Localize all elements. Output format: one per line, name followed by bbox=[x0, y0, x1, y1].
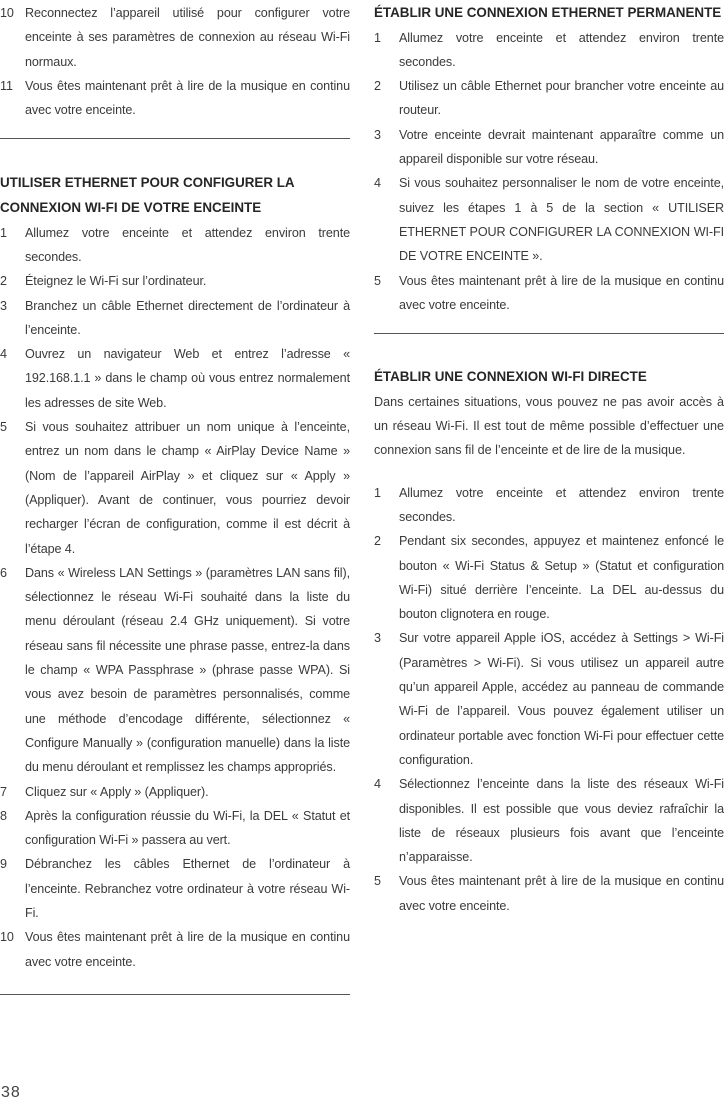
list-item bbox=[0, 925, 350, 974]
list-item bbox=[374, 529, 724, 626]
step-text: Si vous souhaitez attribuer un nom unique à l’enceinte, entrez un nom dans le champ « AirPlay Device Name » (Nom de l’appareil AirPlay » et cliquez sur « Apply » (Appliquer). Avant de continuer, vous pourriez devoir recharger l’écran de configuration, comme il est décrit à l’étape 4. bbox=[25, 420, 350, 556]
step-text: Débranchez les câbles Ethernet de l’ordinateur à l’enceinte. Rebranchez votre ordinateur à votre réseau Wi-Fi. bbox=[25, 857, 350, 920]
list-item bbox=[0, 415, 350, 561]
steps-list bbox=[0, 221, 350, 974]
step-text: Après la configuration réussie du Wi-Fi, la DEL « Statut et configuration Wi-Fi » passera au vert. bbox=[25, 808, 350, 848]
step-text: Allumez votre enceinte et attendez environ trente secondes. bbox=[25, 225, 350, 264]
step-text: Sur votre appareil Apple iOS, accédez à Settings > Wi-Fi (Paramètres > Wi-Fi). Si vous utilisez un appareil autre qu’un appareil Apple, accédez au panneau de commande Wi-Fi de l’appareil. Vous pouvez également utiliser un ordinateur portable avec fonction Wi-Fi pour effectuer cette configuration. bbox=[399, 631, 724, 767]
section-heading bbox=[0, 171, 350, 220]
list-item bbox=[374, 869, 724, 918]
step-number: 2 bbox=[374, 534, 381, 549]
list-item bbox=[374, 74, 724, 123]
step-text: Utilisez un câble Ethernet pour brancher votre enceinte au routeur. bbox=[399, 79, 724, 118]
list-item bbox=[374, 772, 724, 869]
list-item bbox=[0, 269, 350, 293]
step-text: Si vous souhaitez personnaliser le nom de votre enceinte, suivez les étapes 1 à 5 de la section « UTILISER ETHERNET POUR CONFIGURER LA CONNEXION WI-FI DE VOTRE ENCEINTE ». bbox=[399, 176, 724, 264]
list-item bbox=[374, 171, 724, 268]
step-text: Allumez votre enceinte et attendez environ trente secondes. bbox=[399, 485, 724, 524]
step-number: 2 bbox=[0, 274, 7, 289]
step-text: Branchez un câble Ethernet directement de l’ordinateur à l’enceinte. bbox=[25, 298, 350, 337]
step-text: Vous êtes maintenant prêt à lire de la musique en continu avec votre enceinte. bbox=[25, 930, 350, 969]
section-intro: Dans certaines situations, vous pouvez ne pas avoir accès à un réseau Wi-Fi. Il est tout de même possible d’effectuer une connexion sans fil de l’enceinte et de lire de la musique. bbox=[374, 394, 724, 458]
step-text: Vous êtes maintenant prêt à lire de la musique en continu avec votre enceinte. bbox=[399, 874, 724, 913]
step-text: Allumez votre enceinte et attendez environ trente secondes. bbox=[399, 30, 724, 69]
step-text: Pendant six secondes, appuyez et maintenez enfoncé le bouton « Wi-Fi Status & Setup » (Statut et configuration Wi-Fi) situé derrière l’enceinte. La DEL au-dessus du bouton clignotera en rouge. bbox=[399, 534, 724, 622]
heading-line: UTILISER ETHERNET POUR CONFIGURER LA bbox=[0, 175, 295, 191]
step-number: 8 bbox=[0, 808, 7, 823]
step-number: 3 bbox=[374, 127, 381, 142]
section-wifi-direct bbox=[374, 365, 724, 918]
step-number: 6 bbox=[0, 565, 7, 580]
step-text: Ouvrez un navigateur Web et entrez l’adresse « 192.168.1.1 » dans le champ où vous entrez normalement les adresses de site Web. bbox=[25, 347, 350, 410]
step-number: 11 bbox=[0, 78, 13, 93]
step-number: 1 bbox=[374, 30, 381, 45]
step-number: 5 bbox=[374, 874, 381, 889]
section-heading: ÉTABLIR UNE CONNEXION ETHERNET PERMANENTE bbox=[374, 5, 722, 20]
heading-line: CONNEXION WI-FI DE VOTRE ENCEINTE bbox=[0, 200, 262, 216]
step-number: 2 bbox=[374, 79, 381, 94]
list-item bbox=[0, 780, 350, 804]
step-number: 3 bbox=[0, 298, 7, 313]
step-text: Éteignez le Wi-Fi sur l’ordinateur. bbox=[25, 274, 207, 289]
step-number: 4 bbox=[0, 347, 7, 362]
list-item bbox=[0, 342, 350, 415]
step-number: 1 bbox=[0, 225, 7, 240]
list-item bbox=[0, 74, 350, 123]
step-number: 3 bbox=[374, 631, 381, 646]
step-number: 4 bbox=[374, 176, 381, 191]
list-item bbox=[374, 123, 724, 172]
continued-steps-list bbox=[0, 1, 350, 122]
list-item bbox=[374, 26, 724, 75]
step-text: Reconnectez l’appareil utilisé pour configurer votre enceinte à ses paramètres de connexion au réseau Wi-Fi normaux. bbox=[25, 6, 350, 69]
section-divider bbox=[374, 333, 724, 334]
step-number: 10 bbox=[0, 6, 14, 20]
page-number: 38 bbox=[1, 1084, 21, 1101]
step-text: Dans « Wireless LAN Settings » (paramètres LAN sans fil), sélectionnez le réseau Wi-Fi souhaité dans la liste du menu déroulant (réseau 2.4 GHz uniquement). Si votre réseau sans fil nécessite une phrase passe, entrez-la dans le champ « WPA Passphrase » (phrase passe WPA). Si vous avez besoin de paramètres personnalisés, comme une méthode d’encodage différente, sélectionnez « Configure Manually » (configuration manuelle) dans la liste du menu déroulant et remplissez les champs appropriés. bbox=[25, 565, 350, 775]
section-permanent-ethernet bbox=[374, 1, 724, 317]
step-text: Vous êtes maintenant prêt à lire de la musique en continu avec votre enceinte. bbox=[25, 78, 350, 118]
step-text: Sélectionnez l’enceinte dans la liste des réseaux Wi-Fi disponibles. Il est possible que vous deviez rafraîchir la liste de réseaux plusieurs fois avant que l’enceinte n’apparaisse. bbox=[399, 777, 724, 865]
list-item bbox=[0, 852, 350, 925]
section-divider bbox=[0, 994, 350, 995]
list-item bbox=[0, 294, 350, 343]
step-text: Votre enceinte devrait maintenant apparaître comme un appareil disponible sur votre réseau. bbox=[399, 127, 724, 167]
step-text: Vous êtes maintenant prêt à lire de la musique en continu avec votre enceinte. bbox=[399, 273, 724, 312]
section-heading: ÉTABLIR UNE CONNEXION WI-FI DIRECTE bbox=[374, 369, 647, 385]
list-item bbox=[0, 1, 350, 74]
step-number: 9 bbox=[0, 857, 7, 872]
section-ethernet-wifi-setup bbox=[0, 171, 350, 973]
list-item bbox=[374, 481, 724, 530]
step-number: 5 bbox=[374, 273, 381, 288]
steps-list bbox=[374, 481, 724, 918]
step-number: 7 bbox=[0, 784, 7, 799]
step-text: Cliquez sur « Apply » (Appliquer). bbox=[25, 784, 209, 799]
step-number: 4 bbox=[374, 777, 381, 792]
left-column bbox=[0, 0, 350, 995]
list-item bbox=[0, 221, 350, 270]
list-item bbox=[374, 626, 724, 772]
steps-list bbox=[374, 26, 724, 318]
list-item bbox=[0, 804, 350, 853]
step-number: 1 bbox=[374, 485, 381, 500]
right-column bbox=[374, 0, 724, 918]
list-item bbox=[0, 561, 350, 780]
step-number: 5 bbox=[0, 420, 7, 435]
list-item bbox=[374, 269, 724, 318]
step-number: 10 bbox=[0, 930, 14, 945]
section-divider bbox=[0, 138, 350, 139]
